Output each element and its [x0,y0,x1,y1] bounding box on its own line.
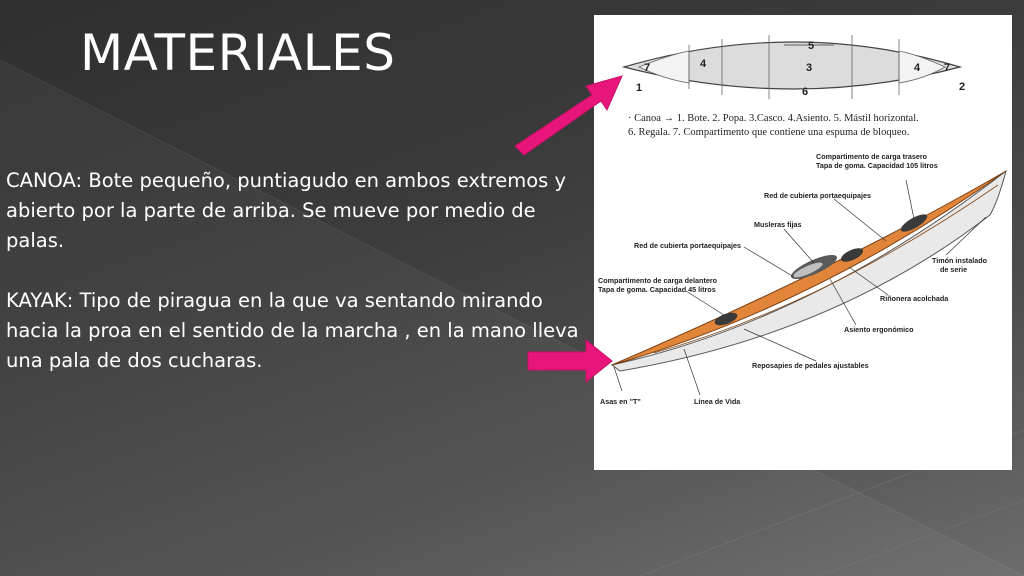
canoe-num-6: 6 [802,86,809,98]
canoe-num-7-left: 7 [644,62,651,74]
label-front-compartment: Compartimento de carga delantero [598,276,718,285]
label-front-lid: Tapa de goma. Capacidad 45 litros [598,285,716,294]
label-rudder: Timón instalado [932,256,987,265]
label-deck-net-front: Red de cubierta portaequipajes [634,241,742,250]
label-deck-net-rear: Red de cubierta portaequipajes [764,191,872,200]
canoe-num-5: 5 [808,40,815,52]
label-seat: Asiento ergonómico [844,325,914,334]
label-handles: Asas en "T" [600,397,641,406]
canoe-num-4-right: 4 [914,62,921,74]
canoe-num-4-left: 4 [700,58,707,70]
canoe-caption-line2: 6. Regala. 7. Compartimento que contiene una espuma de bloqueo. [628,127,910,138]
label-footrests: Reposapies de pedales ajustables [752,361,869,370]
kayak-definition: KAYAK: Tipo de piragua en la que va sentando mirando hacia la proa en el sentido de la marcha , en la mano lleva una pala de dos cucharas. [6,289,579,372]
canoe-caption-line1: · Canoa → 1. Bote. 2. Popa. 3.Casco. 4.Asiento. 5. Mástil horizontal. [628,113,919,124]
slide-title: MATERIALES [80,24,396,82]
arrow-to-canoe [515,76,622,155]
canoe-num-7-right: 7 [944,62,951,74]
canoe-num-1: 1 [636,82,643,94]
label-rear-compartment: Compartimento de carga trasero [816,152,928,161]
label-rear-lid: Tapa de goma. Capacidad 105 litros [816,161,938,170]
label-kidney-pad: Riñonera acolchada [880,294,949,303]
label-lifeline: Línea de Vida [694,397,741,406]
canoe-num-3: 3 [806,62,813,74]
canoa-definition: CANOA: Bote pequeño, puntiagudo en ambos extremos y abierto por la parte de arriba. Se mueve por medio de palas. [6,169,567,252]
canoe-num-2: 2 [959,81,966,93]
arrow-to-kayak [528,340,612,382]
label-rudder-2: de serie [940,265,968,274]
label-thigh-braces: Musleras fijas [754,220,802,229]
